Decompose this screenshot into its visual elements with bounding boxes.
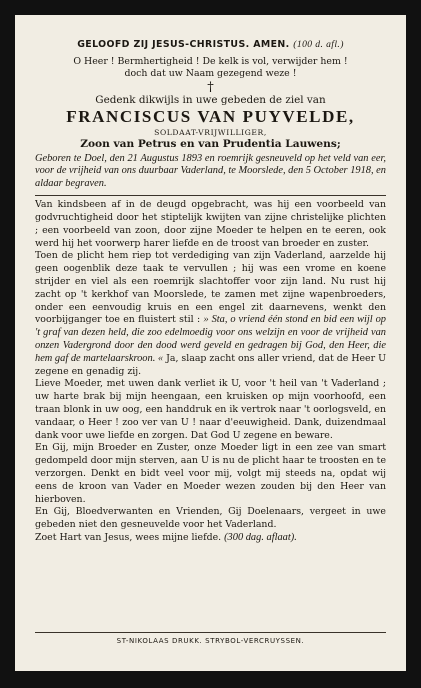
paragraph: Van kindsbeen af in de deugd opgebracht, was hij een voorbeeld van godvruchtigheid door het stiptelijk kwijten van zijne christelijke plichten ; een voorbeeld van zoon, door zijne Moeder te helpen en te eeren, ook werd hij het voorwerp harer liefde en de troost van broeder en zuster. (35, 199, 386, 249)
printer-credit: ST-NIKOLAAS DRUKK. STRYBOL-VERCRUYSSEN. (116, 637, 305, 645)
angel-quote: » Sta, o vriend één stond en bid een wijl op 't graf van dezen held, die zoo edelmoedig voor ons welzijn en voor de vrijheid van onzen Vadergrond door den dood werd geveld en gedragen bij God, den Heer, die hem gaf de martelaarskroon. « (35, 314, 386, 364)
deceased-name: FRANCISCUS VAN PUYVELDE, (66, 107, 355, 126)
motto-line (35, 39, 386, 50)
paragraph (35, 532, 386, 545)
remembrance-line: Gedenk dikwijls in uwe gebeden de ziel van (95, 94, 326, 106)
opening-prayer (35, 56, 386, 80)
card-content (35, 33, 386, 649)
paragraph (35, 250, 386, 378)
parents-line: Zoon van Petrus en van Prudentia Lauwens; (80, 138, 341, 150)
paragraph: En Gij, mijn Broeder en Zuster, onze Moeder ligt in een zee van smart gedompeld door mijn sterven, aan U is nu de plicht haar te troosten en te verzorgen. Denkt en bidt veel voor mij, volgt mij steeds na, opdat wij eens de kroon van Vader en Moeder wezen zouden bij den Heer van hierboven. (35, 442, 386, 505)
motto: GELOOFD ZIJ JESUS-CHRISTUS. AMEN. (77, 39, 290, 50)
paragraph: En Gij, Bloedverwanten en Vrienden, Gij Doelenaars, vergeet in uwe gebeden niet den gesneuvelde voor het Vaderland. (35, 506, 386, 531)
prayer-line-2: doch dat uw Naam gezegend weze ! (124, 68, 297, 79)
divider (35, 195, 386, 196)
footer-divider (35, 632, 386, 633)
indulgence-note: (100 d. afl.) (293, 39, 344, 50)
paragraph-text: Ja, slaap zacht ons aller vriend, dat de Heer U zegene en genadig zij. (35, 352, 386, 377)
rank: SOLDAAT-VRIJWILLIGER, (154, 128, 267, 137)
paragraph: Lieve Moeder, met uwen dank verliet ik U, voor 't heil van 't Vaderland ; uw harte brak bij mijn heengaan, een kruisken op mijn voorhoofd, een traan blonk in uw oog, een handdruk en ik vertrok naar 't oorlogsveld, en vandaar, o Heer ! zoo ver van U ! naar d'eeuwigheid. Dank, duizendmaal dank voor uwe liefde en zorgen. Dat God U zegene en beware. (35, 378, 386, 441)
paragraph-text: Toen de plicht hem riep tot verdediging van zijn Vaderland, aarzelde hij geen oogenblik deze taak te vervullen ; hij was een vrome en koene strijder en viel als een roemrijk slachtoffer voor zijn land. Nu rust hij zacht op 't kerkhof van Moorslede, te zamen met zijne wapenbroeders, onder een eenvoudig kruis en een engel zit daarnevens, wenkt den voorbijganger toe en fluistert stil : (35, 250, 386, 326)
closing-indulgence: (300 dag. aflaat). (224, 531, 297, 543)
closing-prayer: Zoet Hart van Jesus, wees mijne liefde. (35, 531, 222, 543)
prayer-line-1: O Heer ! Bermhertigheid ! De kelk is vol, verwijder hem ! (73, 56, 348, 67)
cross-icon: † (207, 80, 214, 95)
memorial-text (35, 199, 386, 545)
birth-death-details: Geboren te Doel, den 21 Augustus 1893 en roemrijk gesneuveld op het veld van eer, voor de vrijheid van ons duurbaar Vaderland, te Moorslede, den 5 October 1918, en aldaar begraven. (35, 153, 386, 189)
